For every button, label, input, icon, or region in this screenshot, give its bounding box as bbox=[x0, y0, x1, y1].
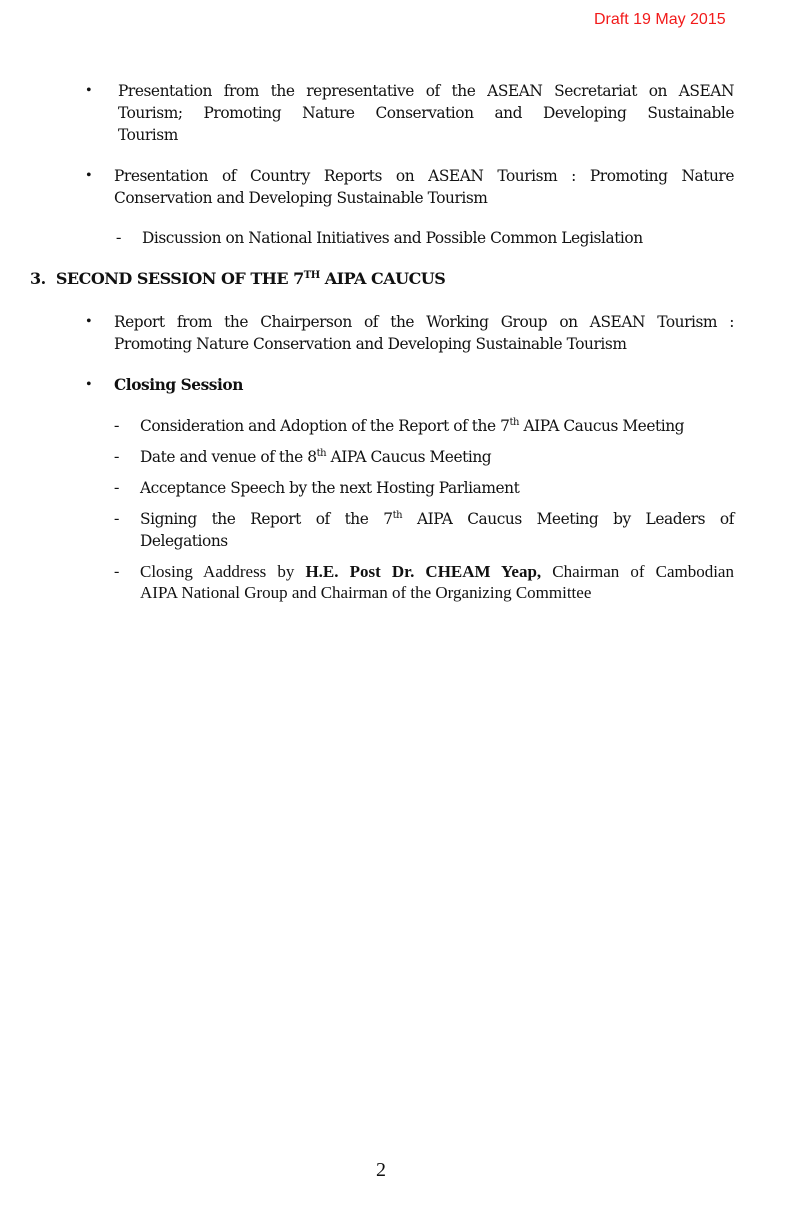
bullet-icon: • bbox=[86, 82, 92, 99]
draft-date-label: Draft 19 May 2015 bbox=[594, 11, 726, 28]
section-number: 3. bbox=[30, 269, 46, 288]
dash-icon: - bbox=[114, 479, 119, 496]
agenda-subitem-signing: Signing the Report of the 7th AIPA Caucus Meeting by Leaders of Delegations bbox=[140, 510, 734, 550]
agenda-item-asean-secretariat: Presentation from the representative of the ASEAN Secretariat on ASEAN Tourism; Promoting Nature Conservation and Developing Sustainable Tourism bbox=[118, 82, 734, 144]
dash-icon: - bbox=[114, 510, 119, 527]
agenda-item-working-group-report: Report from the Chairperson of the Working Group on ASEAN Tourism : Promoting Nature Conservation and Developing Sustainable Tourism bbox=[114, 313, 734, 353]
dash-icon: - bbox=[116, 229, 121, 246]
agenda-subitem-date-venue: Date and venue of the 8th AIPA Caucus Meeting bbox=[140, 448, 492, 466]
agenda-subitem-discussion: Discussion on National Initiatives and Possible Common Legislation bbox=[142, 229, 643, 247]
agenda-subitem-acceptance-speech: Acceptance Speech by the next Hosting Parliament bbox=[140, 479, 520, 497]
agenda-subitem-closing-address: Closing Aaddress by H.E. Post Dr. CHEAM Yeap, Chairman of Cambodian AIPA National Group and Chairman of the Organizing Committee bbox=[140, 562, 734, 602]
dash-icon: - bbox=[114, 417, 119, 434]
section-heading: 3. SECOND SESSION OF THE 7TH AIPA CAUCUS bbox=[30, 269, 446, 288]
agenda-subitem-adoption: Consideration and Adoption of the Report of the 7th AIPA Caucus Meeting bbox=[140, 417, 685, 435]
dash-icon: - bbox=[114, 563, 119, 580]
dash-icon: - bbox=[114, 448, 119, 465]
page-number: 2 bbox=[376, 1159, 386, 1181]
speaker-name: H.E. Post Dr. CHEAM Yeap, bbox=[305, 562, 542, 581]
bullet-icon: • bbox=[86, 313, 92, 330]
bullet-icon: • bbox=[86, 167, 92, 184]
agenda-item-country-reports: Presentation of Country Reports on ASEAN Tourism : Promoting Nature Conservation and Developing Sustainable Tourism bbox=[114, 167, 734, 207]
bullet-icon: • bbox=[86, 376, 92, 393]
agenda-item-closing-session: Closing Session bbox=[114, 376, 243, 394]
